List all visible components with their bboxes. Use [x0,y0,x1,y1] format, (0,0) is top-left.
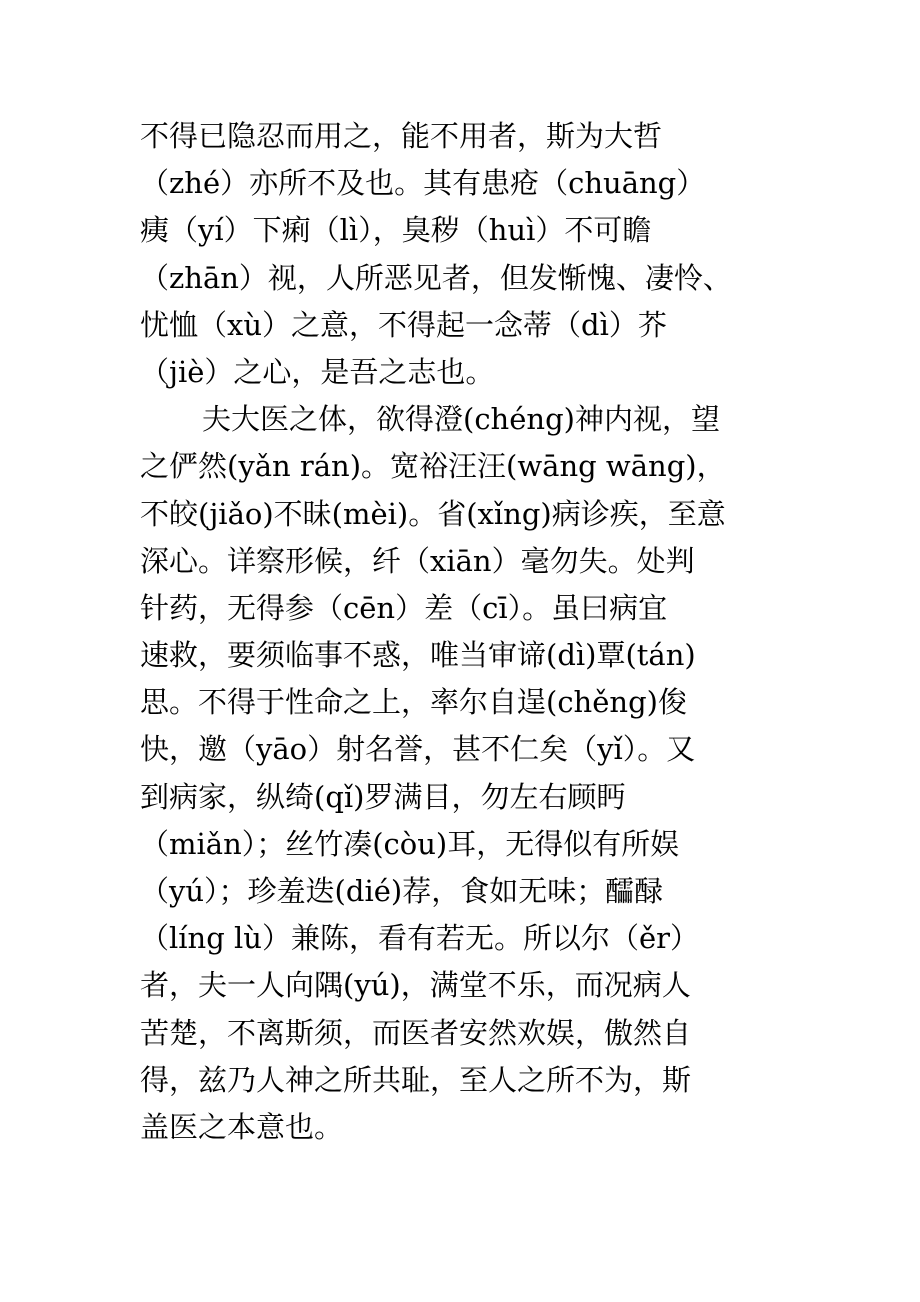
text-line-16: （miǎn）；丝竹凑(còu)耳，无得似有所娱 [140,826,680,861]
text-line-14: 快，邀（yāo）射名誉，甚不仁矣（yǐ）。又 [140,732,696,767]
text-line-4: （zhān）视，人所恶见者，但发惭愧、凄怜、 [140,260,732,295]
text-line-20: 苦楚，不离斯须，而医者安然欢娱，傲然自 [140,1015,692,1050]
text-line-2: （zhé）亦所不及也。其有患疮（chuāng） [140,166,706,201]
text-line-5: 忧恤（xù）之意，不得起一念蒂（dì）芥 [140,307,667,342]
body-text [140,113,840,1151]
text-line-13: 思。不得于性命之上，率尔自逞(chěng)俊 [140,685,687,720]
text-line-9: 不皎(jiǎo)不昧(mèi)。省(xǐng)病诊疾，至意 [140,496,726,531]
text-line-6: （jiè）之心，是吾之志也。 [140,354,495,389]
text-line-3: 痍（yí）下痢（lì），臭秽（huì）不可瞻 [140,213,652,248]
text-line-21: 得，兹乃人神之所共耻，至人之所不为，斯 [140,1062,692,1097]
text-line-18: （líng lù）兼陈，看有若无。所以尔（ěr） [140,921,699,956]
text-line-15: 到病家，纵绮(qǐ)罗满目，勿左右顾眄 [140,779,626,814]
text-line-17: （yú）；珍羞迭(dié)荐，食如无味；醽醁 [140,874,664,908]
text-line-7-paragraph-start: 夫大医之体，欲得澄(chéng)神内视，望 [202,402,720,437]
text-line-11: 针药，无得参（cēn）差（cī）。虽曰病宜 [140,590,668,625]
text-line-1: 不得已隐忍而用之，能不用者，斯为大哲 [140,119,663,153]
text-line-8: 之俨然(yǎn rán)。宽裕汪汪(wāng wāng)， [140,449,726,484]
text-line-10: 深心。详察形候，纤（xiān）毫勿失。处判 [140,543,695,578]
text-line-22: 盖医之本意也。 [140,1109,344,1144]
text-line-19: 者，夫一人向隅(yú)，满堂不乐，而况病人 [140,968,691,1003]
text-line-12: 速救，要须临事不惑，唯当审谛(dì)覃(tán) [140,638,696,673]
